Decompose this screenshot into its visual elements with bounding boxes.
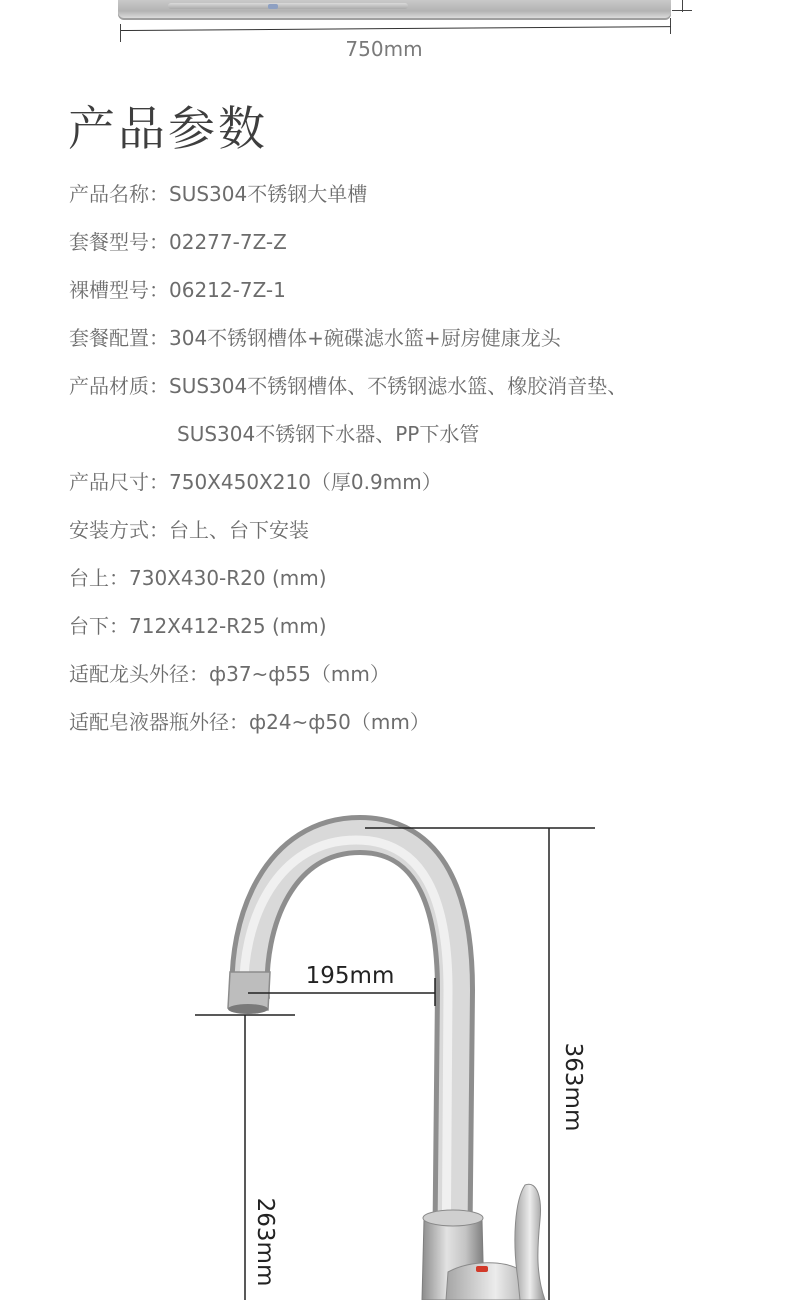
- spec-row: [69, 516, 769, 564]
- spec-row-continued: [69, 420, 769, 468]
- spec-value: ф37~ф55（mm）: [209, 662, 390, 686]
- spec-row: [69, 276, 769, 324]
- spec-value: 730X430-R20 (mm): [129, 566, 327, 590]
- spec-value: 712X412-R25 (mm): [129, 614, 327, 638]
- spec-row: [69, 708, 769, 756]
- dimension-tick: [672, 10, 692, 11]
- spec-value: 06212-7Z-1: [169, 278, 286, 302]
- spec-label: 套餐型号：: [69, 230, 169, 254]
- spec-row: [69, 612, 769, 660]
- sink-rim: [168, 3, 408, 9]
- faucet-collar: [423, 1210, 483, 1226]
- hot-indicator: [476, 1266, 488, 1272]
- sink-drain-mark: [268, 4, 278, 9]
- width-dimension-label: 750mm: [345, 37, 423, 61]
- spec-label: 裸槽型号：: [69, 278, 169, 302]
- spec-value: SUS304不锈钢大单槽: [169, 182, 368, 206]
- faucet-dimension-diagram: [0, 760, 790, 1300]
- spec-list: [69, 180, 769, 756]
- spec-label: 适配皂液器瓶外径：: [69, 710, 249, 734]
- spec-label: 安装方式：: [69, 518, 169, 542]
- spec-label: 台下：: [69, 614, 129, 638]
- spec-row: [69, 324, 769, 372]
- spec-value: 台上、台下安装: [169, 518, 309, 542]
- width-dimension-line: [121, 26, 671, 31]
- sink-edge-image: [118, 0, 671, 20]
- spec-label: 适配龙头外径：: [69, 662, 209, 686]
- spec-row: [69, 372, 769, 420]
- spec-row: [69, 468, 769, 516]
- spout-height-dimension-label: 263mm: [252, 1197, 278, 1287]
- spec-value: 304不锈钢槽体+碗碟滤水篮+厨房健康龙头: [169, 326, 561, 350]
- section-title: 产品参数: [68, 102, 268, 157]
- spec-label: 产品尺寸：: [69, 470, 169, 494]
- spec-row: [69, 564, 769, 612]
- spec-value: SUS304不锈钢下水器、PP下水管: [177, 422, 480, 446]
- spec-label: 台上：: [69, 566, 129, 590]
- spec-row: [69, 228, 769, 276]
- spec-value: SUS304不锈钢槽体、不锈钢滤水篮、橡胶消音垫、: [169, 374, 628, 398]
- spec-value: ф24~ф50（mm）: [249, 710, 430, 734]
- spec-value: 02277-7Z-Z: [169, 230, 287, 254]
- reach-dimension-label: 195mm: [305, 963, 395, 989]
- spec-row: [69, 180, 769, 228]
- spec-value: 750X450X210（厚0.9mm）: [169, 470, 442, 494]
- height-dimension-label: 363mm: [560, 1042, 586, 1132]
- spec-label: 套餐配置：: [69, 326, 169, 350]
- spec-row: [69, 660, 769, 708]
- spout-outlet: [228, 1004, 268, 1014]
- spec-label: 产品材质：: [69, 374, 169, 398]
- spec-label: 产品名称：: [69, 182, 169, 206]
